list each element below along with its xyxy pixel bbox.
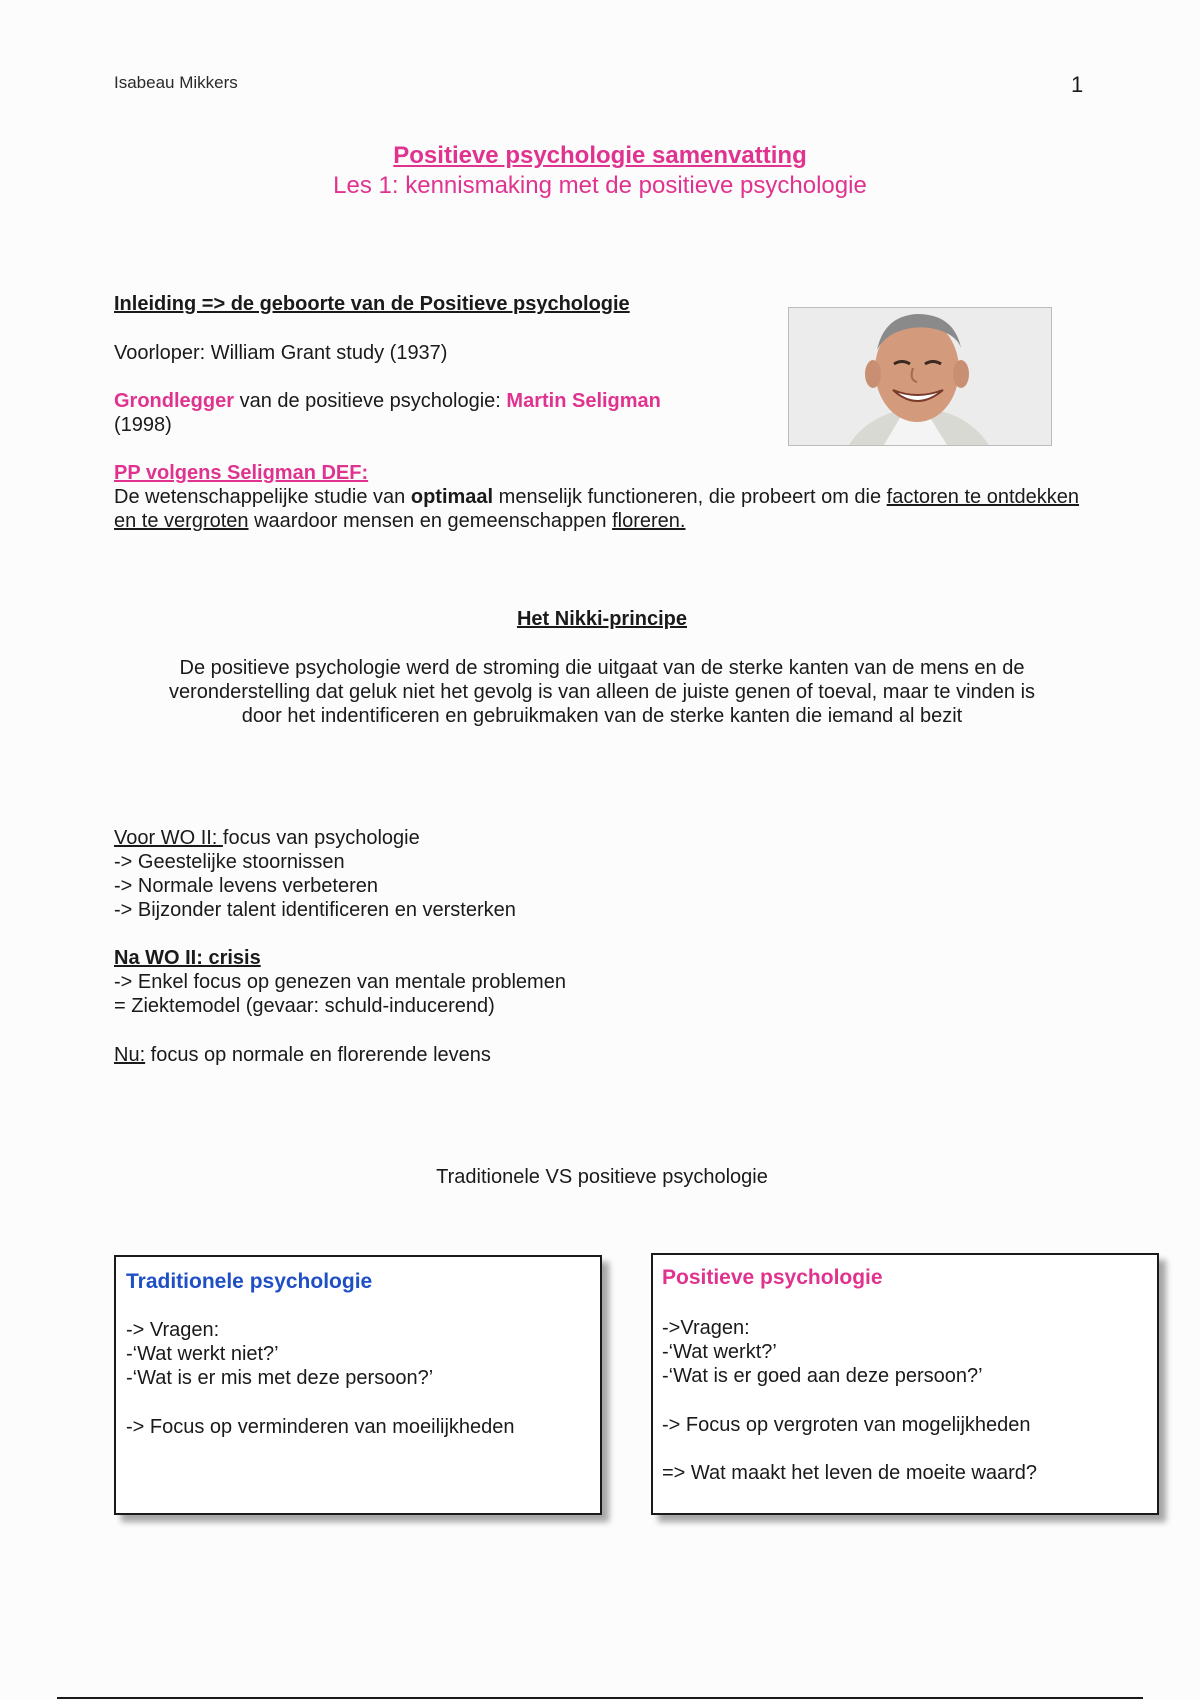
nikki-line-1: De positieve psychologie werd de stroming die uitgaat van de sterke kanten van de mens en de <box>179 657 1025 679</box>
author-name: Isabeau Mikkers <box>114 73 238 92</box>
traditional-title: Traditionele psychologie <box>126 1270 373 1293</box>
definition-text-3: waardoor mensen en gemeenschappen <box>248 510 613 532</box>
nikki-line-3: door het indentificeren en gebruikmaken van de sterke kanten die iemand al bezit <box>241 705 963 727</box>
before-ww2-line <box>114 826 420 850</box>
nikki-line-2: veronderstelling dat geluk niet het gevolg is van alleen de juiste genen of toeval, maar te vinden is <box>168 681 1036 703</box>
founder-name: Martin Seligman <box>506 390 661 412</box>
traditional-question-2: -‘Wat is er mis met deze persoon?’ <box>126 1367 434 1389</box>
footer-divider <box>57 1697 1143 1699</box>
document-title: Positieve psychologie samenvatting <box>393 142 807 169</box>
now-line <box>114 1043 491 1067</box>
positive-questions-label: ->Vragen: <box>662 1317 750 1339</box>
list-item: -> Normale levens verbeteren <box>114 875 379 897</box>
document-subtitle: Les 1: kennismaking met de positieve psychologie <box>333 172 867 199</box>
traditional-focus: -> Focus op verminderen van moeilijkheden <box>126 1416 515 1438</box>
definition-paragraph <box>114 485 1090 533</box>
now-label: Nu: <box>114 1044 146 1066</box>
positive-box <box>651 1253 1159 1515</box>
traditional-questions-label: -> Vragen: <box>126 1319 220 1341</box>
founder-year: (1998) <box>114 414 172 436</box>
positive-question-1: -‘Wat werkt?’ <box>662 1341 777 1363</box>
traditional-box <box>114 1255 602 1515</box>
page-number: 1 <box>1071 72 1084 97</box>
traditional-question-1: -‘Wat werkt niet?’ <box>126 1343 279 1365</box>
definition-underline-2: floreren. <box>612 510 686 532</box>
before-ww2-label: Voor WO II: <box>114 827 223 849</box>
positive-focus: -> Focus op vergroten van mogelijkheden <box>662 1414 1031 1436</box>
founder-paragraph <box>114 389 754 437</box>
definition-text-1: De wetenschappelijke studie van <box>114 486 411 508</box>
list-item: -> Bijzonder talent identificeren en versterken <box>114 899 516 921</box>
list-item: = Ziektemodel (gevaar: schuld-inducerend) <box>114 995 495 1017</box>
positive-question-2: -‘Wat is er goed aan deze persoon?’ <box>662 1365 983 1387</box>
list-item: -> Enkel focus op genezen van mentale problemen <box>114 971 566 993</box>
positive-conclusion: => Wat maakt het leven de moeite waard? <box>662 1462 1038 1484</box>
portrait-image <box>789 308 1051 445</box>
nikki-heading: Het Nikki-principe <box>516 608 688 630</box>
founder-mid-text: van de positieve psychologie: <box>234 390 507 412</box>
after-ww2-heading: Na WO II: crisis <box>114 947 261 969</box>
list-item: -> Geestelijke stoornissen <box>114 851 345 873</box>
definition-heading: PP volgens Seligman DEF: <box>114 462 369 484</box>
comparison-heading: Traditionele VS positieve psychologie <box>436 1166 768 1188</box>
precursor-text: Voorloper: William Grant study (1937) <box>114 342 448 364</box>
positive-title: Positieve psychologie <box>662 1266 883 1289</box>
intro-heading: Inleiding => de geboorte van de Positieve psychologie <box>114 293 630 315</box>
before-ww2-text: focus van psychologie <box>222 827 420 849</box>
founder-label: Grondlegger <box>114 390 235 412</box>
definition-bold: optimaal <box>410 486 494 508</box>
now-text: focus op normale en florerende levens <box>145 1044 491 1066</box>
definition-underline-1: factoren te ontdekken en te vergroten <box>114 486 1080 532</box>
definition-text-2: menselijk functioneren, die probeert om die <box>493 486 887 508</box>
seligman-photo <box>788 307 1052 446</box>
